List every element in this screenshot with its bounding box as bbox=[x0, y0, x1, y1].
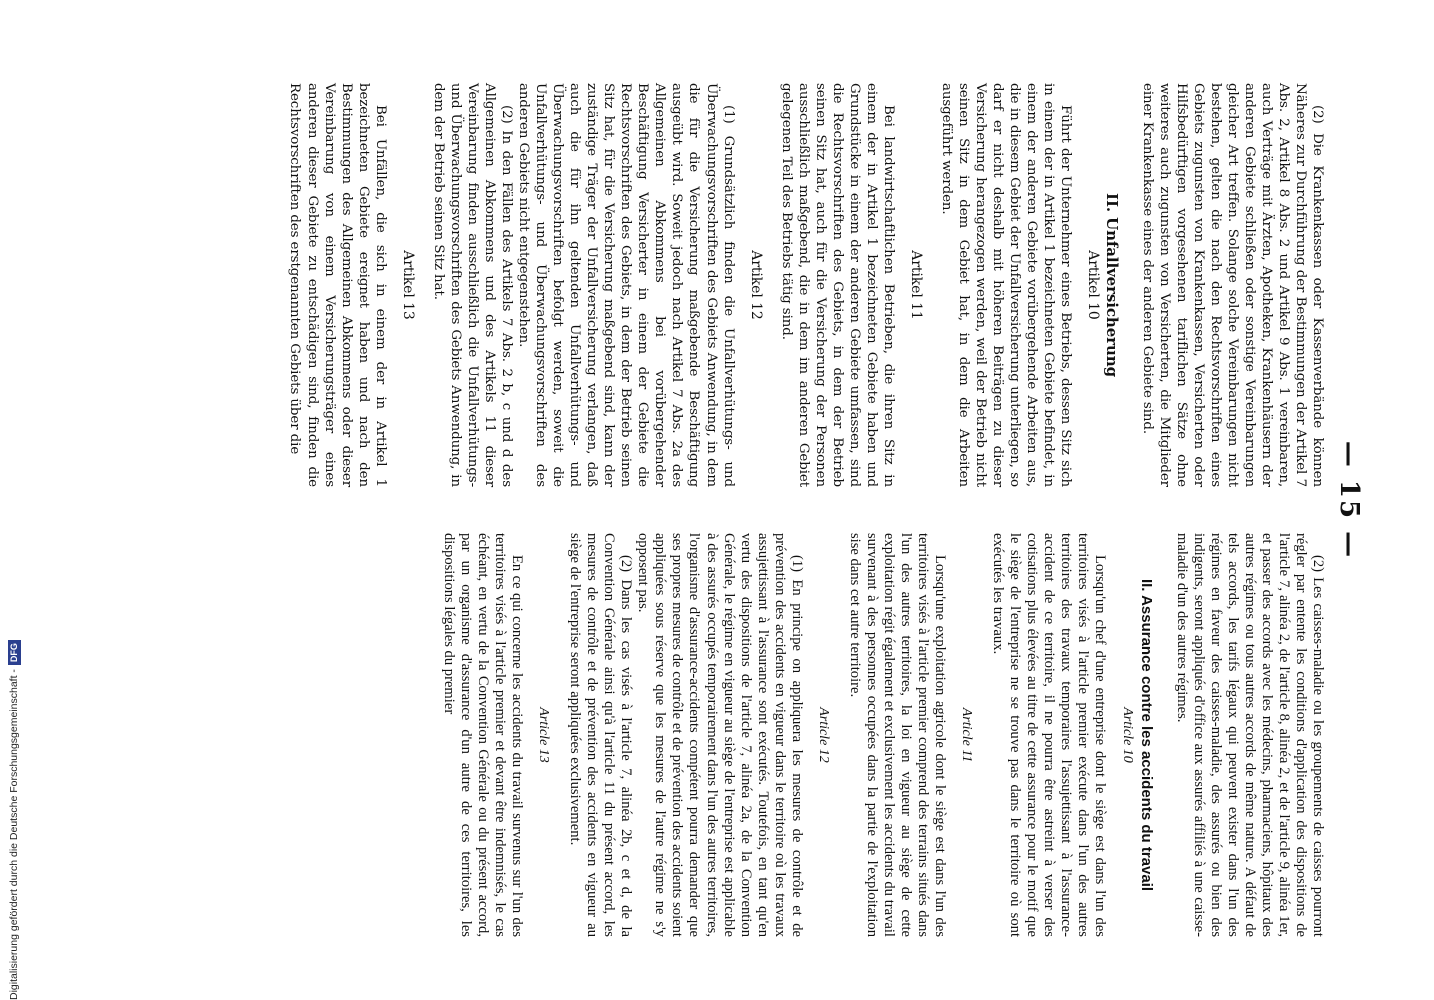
german-article-13-text: Bei Unfällen, die sich in einem der in Artikel 1 bezeichneten Gebiete ereignet haben und nach den Bestimmungen des Allgemeinen Abkommens oder dieser Vereinbarung von einem Versicherungsträger eines anderen dieser Gebiete zu entschädigen sind, finden die Rechtsvorschriften des erstgenannten Gebiets über die bbox=[287, 83, 388, 487]
german-article-12-para-1: (1) Grundsätzlich finden die Unfallverhütungs- und Überwachungsvorschriften des Gebiets Anwendung, in dem die für die Versicherung maßgebende Beschäftigung ausgeübt wird. Soweit jedoch nach Artikel 7 Abs. 2a des Allgemeinen Abkommens bei vorübergehender Beschäftigung Versicherter in einem der Gebiete die Rechtsvorschriften des Gebiets, in dem der Betrieb seinen Sitz hat, für die Versicherung maßgebend sind, kann der zuständige Träger der Unfallversicherung verlangen, daß auch die für ihn geltenden Unfallverhütungs- und Überwachungsvorschriften befolgt werden, soweit die Unfallverhütungs- und Überwachungsvorschriften des anderen Gebiets nicht entgegenstehen. bbox=[516, 83, 736, 487]
french-article-11-text: Lorsqu'une exploitation agricole dont le siège est dans l'un des territoires visés à l'article premier comprend des terrains situés dans l'un des autres territoires, la loi en vigueur au siège de cette exploitation régit également et exclusivement les accidents du travail survenant à des personnes occupées dans la partie de l'exploitation sise dans cet autre territoire. bbox=[846, 533, 949, 937]
german-article-10-text: Führt der Unternehmer eines Betriebs, dessen Sitz sich in einem der in Artikel 1 bezeichneten Gebiete befindet, in einem der anderen Gebiete vorübergehende Arbeiten aus, die in diesem Gebiet der Unfallversicherung unterliegen, so darf er nicht deshalb mit höheren Beiträgen zu dieser Versicherung herangezogen werden, weil der Betrieb nicht seinen Sitz in dem Gebiet hat, in dem die Arbeiten ausgeführt werden. bbox=[939, 83, 1074, 487]
french-article-10-text: Lorsqu'un chef d'une entreprise dont le siège est dans l'un des territoires visés à l'article premier exécute dans l'un des autres territoires des travaux temporaires l'assujettissant à l'assurance-accident de ce territoire, il ne pourra être astreint à verser des cotisations plus élevées au titre de cette assurance pour le motif que le siège de l'entreprise ne se trouve pas dans le territoire où sont exécutés les travaux. bbox=[990, 533, 1109, 937]
page-number: — 15 — bbox=[1334, 440, 1364, 560]
german-intro-paragraph: (2) Die Krankenkassen oder Kassenverbände können Näheres zur Durchführung der Bestimmungen der Artikel 7 Abs. 2, Artikel 8 Abs. 2 und Artikel 9 Abs. 1 vereinbaren, auch Verträge mit Ärzten, Apotheken, Krankenhäusern der anderen Gebiete schließen oder sonstige Vereinbarungen gleicher Art treffen. Solange solche Vereinbarungen nicht bestehen, gelten die nach den Rechtsvorschriften eines Gebiets zugunsten von Krankenkassen, Versicherten oder Hilfsbedürftigen vorgesehenen tariflichen Sätze ohne weiteres auch zugunsten von Versicherten, die Mitglieder einer Krankenkasse eines der anderen Gebiete sind. bbox=[1139, 83, 1325, 487]
digitization-text: Digitalisierung gefördert durch die Deutsche Forschungsgemeinschaft - bbox=[8, 669, 20, 1000]
french-article-12-para-2: (2) Dans les cas visés à l'article 7, alinéa 2b, c et d, de la Convention Générale ainsi qu'à l'article 11 du présent accord, les mesures de contrôle et de prévention des accidents en vigueur au siège de l'entreprise seront appliquées exclusivement. bbox=[567, 533, 635, 937]
french-article-13-title: Article 13 bbox=[536, 707, 552, 763]
french-article-12-para-1: (1) En principe on appliquera les mesures de contrôle et de prévention des accidents en vigueur dans le territoire où les travaux assujettissant à l'assurance sont exécutés. Toutefois, en tant qu'en vertu des dispositions de l'article 7, alinéa 2a, de la Convention Générale, le régime en vigueur au siège de l'entreprise est applicable à des assurés occupés temporairement dans l'un des autres territoires, l'organisme d'assurance-accidents compétent pourra demander que ses propres mesures de contrôle et de prévention des accidents soient appliquées sous réserve que les mesures de l'autre régime ne s'y opposent pas. bbox=[635, 533, 805, 937]
german-column bbox=[286, 83, 1326, 487]
german-section-heading: II. Unfallversicherung bbox=[1103, 193, 1122, 377]
french-article-12-title: Article 12 bbox=[815, 707, 831, 763]
dfg-logo: DFG bbox=[8, 640, 21, 665]
french-article-11-title: Article 11 bbox=[959, 707, 975, 763]
french-intro-paragraph: (2) Les caisses-maladie ou les groupements de caisses pourront régler par entente les conditions d'application des dispositions de l'article 7, alinéa 2, de l'article 8, alinéa 2, et de l'article 9, alinéa 1er, et passer des accords avec les médecins, pharmaciens, hôpitaux des autres régimes ou tous autres accords de même nature. A défaut de tels accords, les tarifs légaux qui peuvent exister dans l'un des régimes en faveur des caisses-maladie, des assurés ou bien des indigents, seront appliqués d'office aux assurés affiliés à une caisse-maladie d'un des autres régimes. bbox=[1173, 533, 1326, 937]
french-column bbox=[440, 533, 1326, 937]
german-article-12-para-2: (2) In den Fällen des Artikels 7 Abs. 2 b, c und d des Allgemeinen Abkommens und des Artikels 11 dieser Vereinbarung finden ausschließlich die Unfallverhütungs- und Überwachungsvorschriften des Gebiets Anwendung, in dem der Betrieb seinen Sitz hat. bbox=[430, 83, 514, 487]
french-article-10-title: Article 10 bbox=[1119, 707, 1135, 763]
french-section-heading: II. Assurance contre les accidents du travail bbox=[1137, 578, 1155, 892]
german-article-13-title: Artikel 13 bbox=[399, 250, 416, 320]
french-article-13-text: En ce qui concerne les accidents du travail survenus sur l'un des territoires visés à l'article premier et devant être indemnisés, le cas échéant, en vertu de la Convention Générale ou du présent accord, par un organisme d'assurance d'un autre de ces territoires, les dispositions légales du premier bbox=[440, 533, 526, 937]
german-article-12-title: Artikel 12 bbox=[747, 250, 764, 320]
german-article-10-title: Artikel 10 bbox=[1085, 250, 1102, 320]
german-article-11-text: Bei landwirtschaftlichen Betrieben, die ihren Sitz in einem der in Artikel 1 bezeichneten Gebiete haben und Grundstücke in einem der anderen Gebiete umfassen, sind die Rechtsvorschriften des Gebiets, in dem der Betrieb seinen Sitz hat, auch für die Versicherung der Personen ausschließlich maßgebend, die in dem im anderen Gebiet gelegenen Teil des Betriebs tätig sind. bbox=[778, 83, 896, 487]
digitization-note bbox=[8, 40, 26, 1000]
german-article-11-title: Artikel 11 bbox=[908, 250, 925, 320]
